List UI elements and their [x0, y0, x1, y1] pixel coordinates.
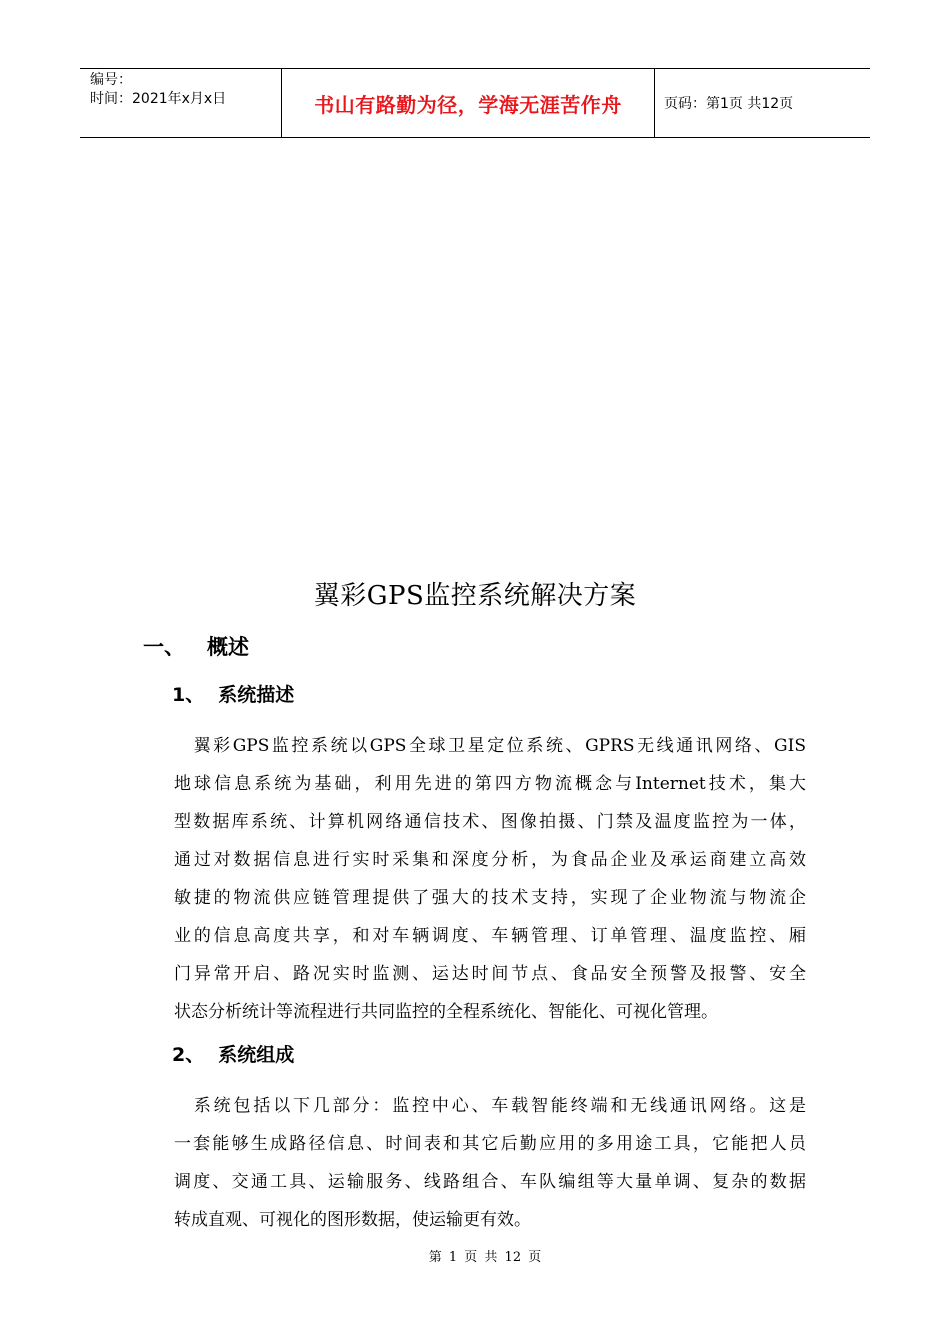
- paragraph-line: 业的信息高度共享，和对车辆调度、车辆管理、订单管理、温度监控、厢: [174, 926, 806, 946]
- time-label: 时间：2021年x月x日: [90, 91, 227, 107]
- paragraph-line: 地球信息系统为基础，利用先进的第四方物流概念与Internet技术，集大: [174, 774, 806, 794]
- number-label: 编号：: [90, 72, 132, 88]
- subsection-title: 系统组成: [218, 1044, 295, 1066]
- section-title: 概述: [207, 635, 249, 659]
- page-footer: 第 1 页 共 12 页: [428, 1250, 542, 1265]
- header-motto: 书山有路勤为径，学海无涯苦作舟: [281, 69, 655, 137]
- header-meta: [80, 69, 281, 137]
- paragraph-line: 通过对数据信息进行实时采集和深度分析，为食品企业及承运商建立高效: [174, 850, 806, 870]
- subsection-number: 1、: [172, 684, 205, 706]
- paragraph-description: [174, 727, 806, 1031]
- document-title: 翼彩GPS监控系统解决方案: [313, 581, 637, 611]
- paragraph-line: 翼彩GPS监控系统以GPS全球卫星定位系统、GPRS无线通讯网络、GIS: [174, 736, 806, 756]
- paragraph-line: 转成直观、可视化的图形数据，使运输更有效。: [174, 1210, 531, 1230]
- subsection-number: 2、: [172, 1044, 205, 1066]
- paragraph-composition: [174, 1087, 806, 1239]
- subsection-heading-composition: [172, 1041, 294, 1069]
- header-page-info: 页码：第1页 共12页: [664, 96, 794, 112]
- page-header: [80, 68, 870, 138]
- paragraph-line: 调度、交通工具、运输服务、线路组合、车队编组等大量单调、复杂的数据: [174, 1172, 806, 1192]
- subsection-title: 系统描述: [218, 684, 295, 706]
- subsection-heading-description: [172, 681, 294, 709]
- paragraph-line: 门异常开启、路况实时监测、运达时间节点、食品安全预警及报警、安全: [174, 964, 806, 984]
- paragraph-line: 系统包括以下几部分：监控中心、车载智能终端和无线通讯网络。这是: [174, 1096, 806, 1116]
- section-heading: [143, 632, 249, 662]
- paragraph-line: 一套能够生成路径信息、时间表和其它后勤应用的多用途工具，它能把人员: [174, 1134, 806, 1154]
- paragraph-line: 型数据库系统、计算机网络通信技术、图像拍摄、门禁及温度监控为一体，: [174, 812, 806, 832]
- paragraph-line: 状态分析统计等流程进行共同监控的全程系统化、智能化、可视化管理。: [174, 1002, 718, 1022]
- section-number: 一、: [143, 635, 185, 659]
- paragraph-line: 敏捷的物流供应链管理提供了强大的技术支持，实现了企业物流与物流企: [174, 888, 806, 908]
